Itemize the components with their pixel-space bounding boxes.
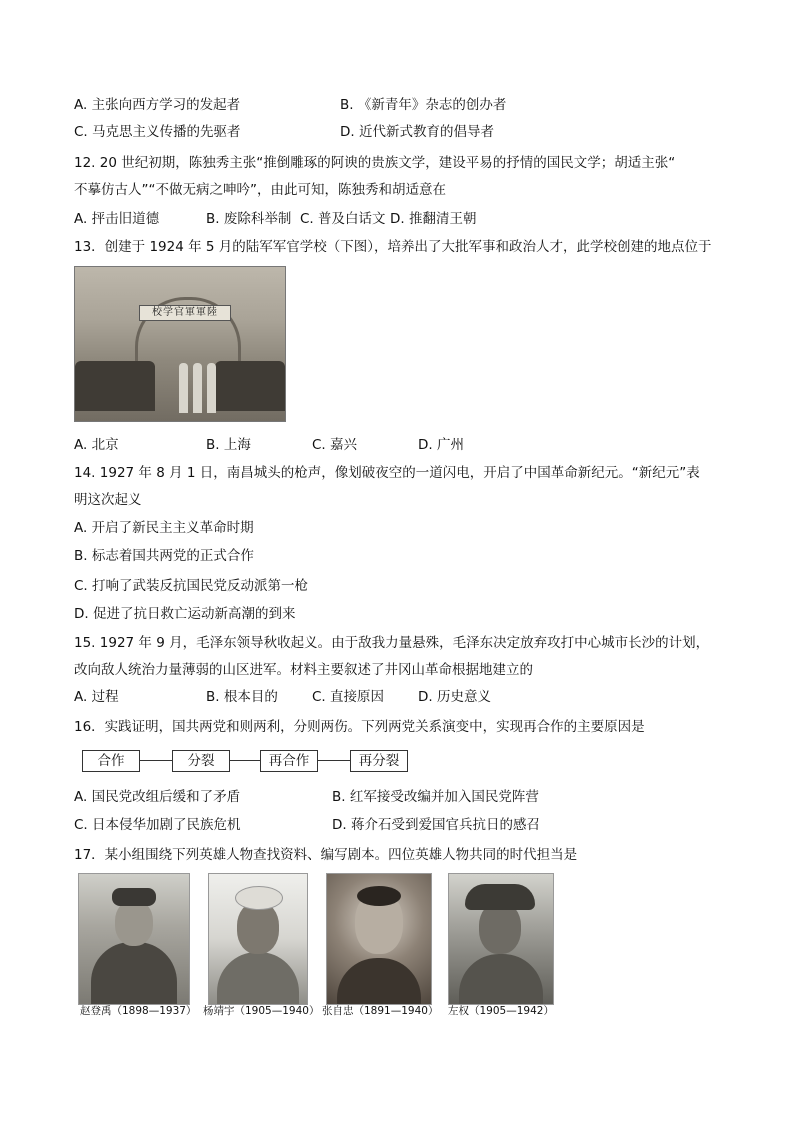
q14-stem-line1: 14. 1927 年 8 月 1 日，南昌城头的枪声，像划破夜空的一道闪电，开启了中国革命新纪元。“新纪元”表 [74, 465, 700, 481]
caption-zhang-zizhong: 张自忠（1891—1940） [322, 1005, 439, 1017]
q11-option-c: C. 马克思主义传播的先驱者 [74, 124, 241, 140]
q13-option-b: B. 上海 [206, 437, 251, 453]
q16-stem: 16．实践证明，国共两党和则两利，分则两伤。下列两党关系演变中，实现再合作的主要原因是 [74, 719, 645, 735]
portrait-cap [235, 886, 283, 910]
q15-option-d: D. 历史意义 [418, 689, 491, 705]
q14-option-d: D. 促进了抗日救亡运动新高潮的到来 [74, 606, 296, 622]
flow-connector-3 [318, 760, 350, 761]
q12-option-b: B. 废除科举制 [206, 211, 292, 227]
academy-sign: 校学官軍軍陸 [139, 305, 231, 321]
q15-stem-line1: 15. 1927 年 9 月，毛泽东领导秋收起义。由于敌我力量悬殊，毛泽东决定放弃攻打中心城市长沙的计划， [74, 635, 710, 651]
q12-option-a: A. 抨击旧道德 [74, 211, 160, 227]
q15-option-a: A. 过程 [74, 689, 119, 705]
flow-step-resplit: 再分裂 [350, 750, 408, 772]
q14-stem-line2: 明这次起义 [74, 492, 142, 508]
portrait-zhang-zizhong [326, 873, 432, 1005]
flow-connector-1 [140, 760, 172, 761]
portrait-hair [357, 886, 401, 906]
crowd-left [75, 361, 155, 411]
portrait-body [217, 952, 299, 1004]
q13-stem: 13．创建于 1924 年 5 月的陆军军官学校（下图），培养出了大批军事和政治人才，此学校创建的地点位于 [74, 239, 712, 255]
q12-option-c: C. 普及白话文 [300, 211, 386, 227]
caption-zuo-quan: 左权（1905—1942） [448, 1005, 554, 1017]
q13-option-a: A. 北京 [74, 437, 119, 453]
q13-option-c: C. 嘉兴 [312, 437, 358, 453]
flow-step-recooperation: 再合作 [260, 750, 318, 772]
flow-step-cooperation: 合作 [82, 750, 140, 772]
q15-option-b: B. 根本目的 [206, 689, 278, 705]
q13-option-d: D. 广州 [418, 437, 464, 453]
caption-zhao-dengyu: 赵登禹（1898—1937） [80, 1005, 197, 1017]
q15-option-c: C. 直接原因 [312, 689, 385, 705]
q11-option-b: B. 《新青年》杂志的创办者 [340, 97, 507, 113]
q16-option-a: A. 国民党改组后缓和了矛盾 [74, 789, 241, 805]
whampoa-academy-photo [74, 266, 286, 422]
figure-white-suit-1 [179, 363, 188, 413]
q14-option-b: B. 标志着国共两党的正式合作 [74, 548, 254, 564]
figure-white-suit-3 [207, 363, 216, 413]
q14-option-c: C. 打响了武装反抗国民党反动派第一枪 [74, 578, 309, 594]
flow-step-split: 分裂 [172, 750, 230, 772]
q17-stem: 17．某小组围绕下列英雄人物查找资料、编写剧本。四位英雄人物共同的时代担当是 [74, 847, 578, 863]
q12-option-d: D. 推翻清王朝 [390, 211, 477, 227]
portrait-zhao-dengyu [78, 873, 190, 1005]
flow-connector-2 [230, 760, 260, 761]
q15-stem-line2: 改向敌人统治力量薄弱的山区进军。材料主要叙述了井冈山革命根据地建立的 [74, 662, 533, 678]
portrait-face [115, 900, 153, 946]
q11-option-a: A. 主张向西方学习的发起者 [74, 97, 241, 113]
portrait-yang-jingyu [208, 873, 308, 1005]
q14-option-a: A. 开启了新民主主义革命时期 [74, 520, 254, 536]
q16-option-d: D. 蒋介石受到爱国官兵抗日的感召 [332, 817, 540, 833]
portrait-cap [465, 884, 535, 910]
q12-stem-line1: 12. 20 世纪初期，陈独秀主张“推倒雕琢的阿谀的贵族文学，建设平易的抒情的国民文学；胡适主张“ [74, 155, 676, 171]
portrait-body [337, 958, 421, 1004]
q11-option-d: D. 近代新式教育的倡导者 [340, 124, 494, 140]
portrait-body [459, 954, 543, 1004]
figure-white-suit-2 [193, 363, 202, 413]
portrait-body [91, 942, 177, 1004]
q12-stem-line2: 不摹仿古人”“不做无病之呻吟”，由此可知，陈独秀和胡适意在 [74, 182, 446, 198]
caption-yang-jingyu: 杨靖宇（1905—1940） [203, 1005, 320, 1017]
q16-option-b: B. 红军接受改编并加入国民党阵营 [332, 789, 539, 805]
crowd-right [215, 361, 285, 411]
portrait-zuo-quan [448, 873, 554, 1005]
q16-option-c: C. 日本侵华加剧了民族危机 [74, 817, 241, 833]
portrait-cap [112, 888, 156, 906]
